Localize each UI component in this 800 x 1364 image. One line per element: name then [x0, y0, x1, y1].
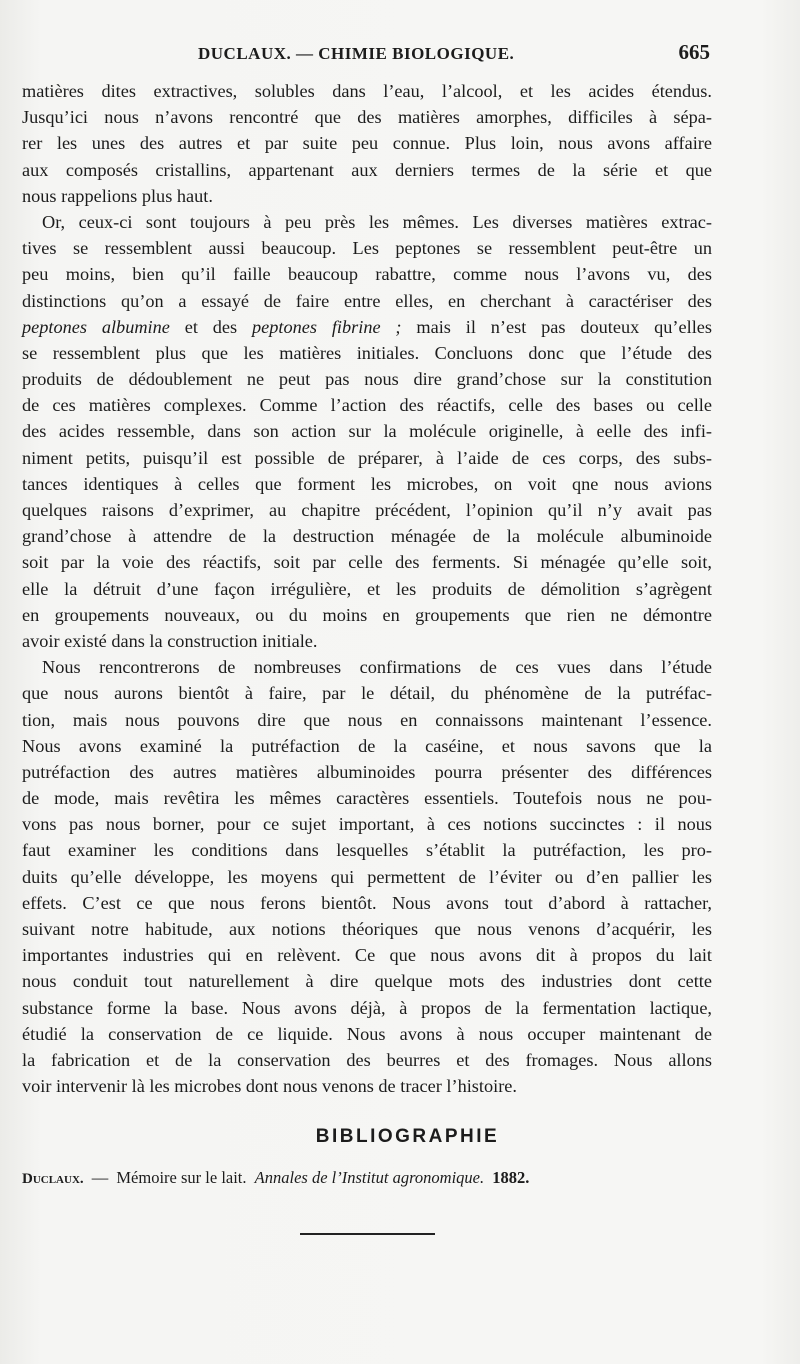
text-line: que nous aurons bientôt à faire, par le détail, du phénomène de la putréfac- [22, 683, 712, 704]
text-line: matières dites extractives, solubles dans l’eau, l’alcool, et les acides étendus. [22, 81, 712, 101]
text-line: avoir existé dans la construction initiale. [22, 630, 318, 651]
text-line: de mode, mais revêtira les mêmes caractères essentiels. Toutefois nous ne pou- [22, 788, 712, 809]
text-line: aux composés cristallins, appartenant aux derniers termes de la série et que [22, 159, 712, 180]
text-line: nous conduit tout naturellement à dire quelque mots des industries dont cette [22, 971, 712, 992]
text-line: importantes industries qui en relèvent. Ce que nous avons dit à propos du lait [22, 945, 712, 966]
bibliography-heading: BIBLIOGRAPHIE [315, 1126, 500, 1147]
text-line: soit par la voie des réactifs, soit par celle des ferments. Si ménagée qu’elle soit, [22, 552, 712, 573]
end-rule-divider [300, 1233, 435, 1235]
text-line: tives se ressemblent aussi beaucoup. Les peptones se ressemblent peut-être un [22, 238, 712, 259]
text-line: putréfaction des autres matières albuminoides pourra présenter des différences [22, 761, 712, 782]
bib-journal: Annales de l’Institut agronomique. [254, 1168, 485, 1187]
bib-year: 1882. [492, 1168, 530, 1187]
running-title: DUCLAUX. — CHIMIE BIOLOGIQUE. [198, 44, 515, 63]
text-line: vons pas nous borner, pour ce sujet important, à ces notions succinctes : il nous [22, 814, 712, 835]
text-line: suivant notre habitude, aux notions théoriques que nous venons d’acquérir, les [22, 919, 712, 939]
text-line: elle la détruit d’une façon irrégulière, et les produits de démolition s’agrègent [22, 578, 712, 599]
text-line: rer les unes des autres et par suite peu connue. Plus loin, nous avons affaire [22, 133, 712, 154]
text-line: de ces matières complexes. Comme l’action des réactifs, celle des bases ou celle [22, 395, 712, 416]
bib-separator: — [91, 1168, 109, 1187]
text-line: grand’chose à attendre de la destruction ménagée de la molécule albuminoide [22, 526, 712, 547]
bibliography-entry [22, 1168, 722, 1188]
text-line: peptones albumine et des peptones fibrine ; mais il n’est pas douteux qu’elles [22, 316, 712, 337]
text-line: distinctions qu’on a essayé de faire entre elles, en cherchant à caractériser des [22, 290, 712, 311]
bib-author: Duclaux. [22, 1171, 84, 1187]
running-head [22, 40, 712, 70]
body-text [22, 78, 712, 1099]
page-number: 665 [678, 40, 710, 64]
text-line: la fabrication et de la conservation des beurres et des fromages. Nous allons [22, 1049, 712, 1070]
text-line: effets. C’est ce que nous ferons bientôt. Nous avons tout d’abord à rattacher, [22, 892, 712, 913]
text-line: des acides ressemble, dans son action sur la molécule originelle, à eelle des infi- [22, 421, 712, 442]
text-line: voir intervenir là les microbes dont nous venons de tracer l’histoire. [22, 1076, 517, 1097]
text-line: étudié la conservation de ce liquide. Nous avons à nous occuper maintenant de [22, 1023, 712, 1044]
text-line: Nous avons examiné la putréfaction de la caséine, et nous savons que la [22, 735, 712, 756]
text-line: quelques raisons d’exprimer, au chapitre précédent, l’opinion qu’il n’y avait pas [22, 500, 712, 520]
text-line: nous rappelions plus haut. [22, 185, 213, 206]
text-line: produits de dédoublement ne peut pas nous dire grand’chose sur la constitution [22, 369, 712, 390]
text-line: faut examiner les conditions dans lesquelles s’établit la putréfaction, les pro- [22, 840, 712, 861]
text-line: tion, mais nous pouvons dire que nous en connaissons maintenant l’essence. [22, 709, 712, 730]
text-line: se ressemblent plus que les matières initiales. Concluons donc que l’étude des [22, 342, 712, 363]
text-line: duits qu’elle développe, les moyens qui permettent de l’éviter ou d’en pallier les [22, 866, 712, 887]
text-line: Jusqu’ici nous n’avons rencontré que des matières amorphes, difficiles à sépa- [22, 107, 712, 128]
text-line: Or, ceux-ci sont toujours à peu près les mêmes. Les diverses matières extrac- [42, 211, 712, 232]
text-line: Nous rencontrerons de nombreuses confirmations de ces vues dans l’étude [42, 657, 712, 678]
text-line: en groupements nouveaux, ou du moins en groupements que rien ne démontre [22, 604, 712, 625]
text-line: niment petits, puisqu’il est possible de préparer, à l’aide de ces corps, des subs- [22, 447, 712, 468]
bib-title: Mémoire sur le lait. [116, 1168, 247, 1187]
text-line: peu moins, bien qu’il faille beaucoup rabattre, comme nous l’avons vu, des [22, 264, 712, 285]
text-line: substance forme la base. Nous avons déjà, à propos de la fermentation lactique, [22, 997, 712, 1018]
text-line: tances identiques à celles que forment les microbes, on voit qne nous avions [22, 473, 712, 494]
